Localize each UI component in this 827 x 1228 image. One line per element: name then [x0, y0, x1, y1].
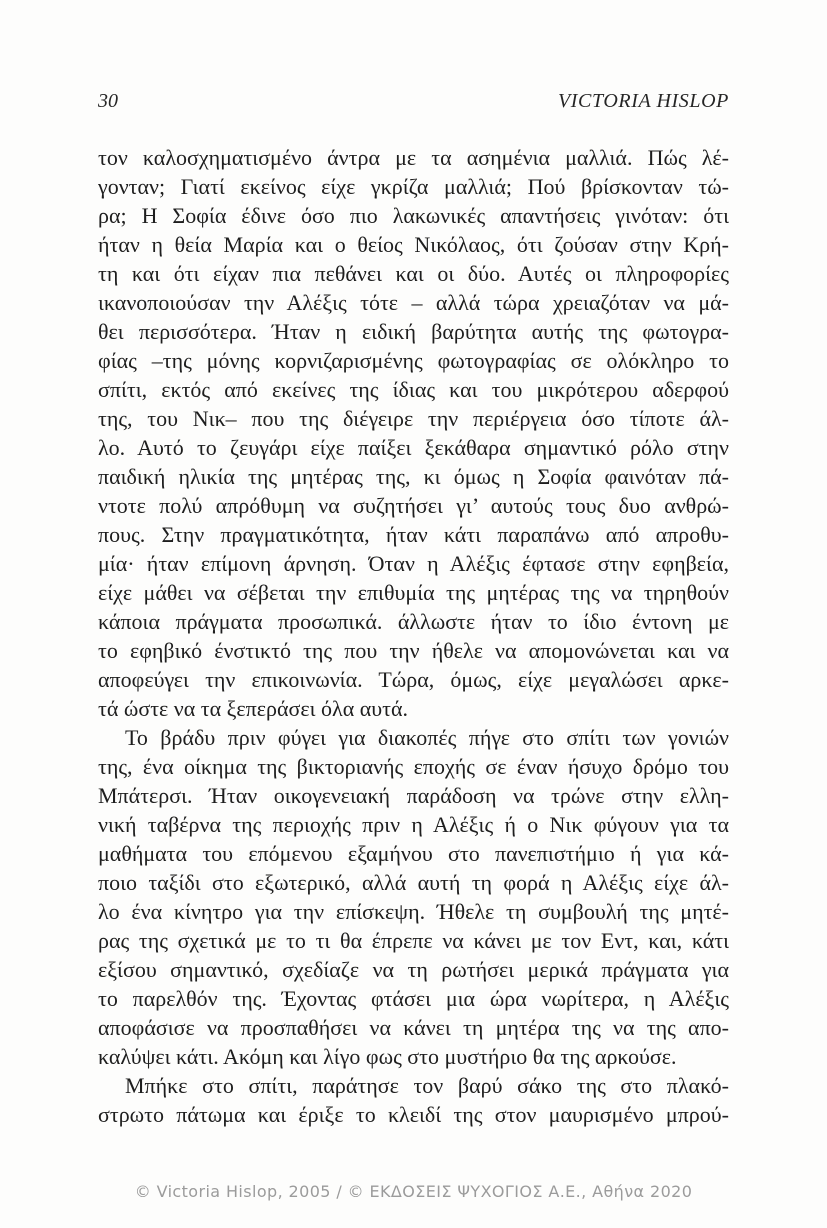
page-body: [98, 143, 729, 1129]
text-line: ντοτε πολύ απρόθυμη να συζητήσει γι’ αυτούς τους δυο ανθρώ-: [98, 493, 729, 518]
text-line: το παρελθόν της. Έχοντας φτάσει μια ώρα νωρίτερα, η Αλέξις: [98, 986, 729, 1011]
text-line: μία· ήταν επίμονη άρνηση. Όταν η Αλέξις έφτασε στην εφηβεία,: [98, 551, 729, 576]
text-line: καλύψει κάτι. Ακόμη και λίγο φως στο μυστήριο θα της αρκούσε.: [98, 1044, 677, 1069]
text-line: Μπήκε στο σπίτι, παράτησε τον βαρύ σάκο της στο πλακό-: [125, 1073, 729, 1098]
text-line: τά ώστε να τα ξεπεράσει όλα αυτά.: [98, 696, 409, 721]
text-line: τη και ότι είχαν πια πεθάνει και οι δύο. Αυτές οι πληροφορίες: [98, 261, 729, 286]
copyright-line: © Victoria Hislop, 2005 / © ΕΚΔΟΣΕΙΣ ΨΥΧΟΓΙΟΣ Α.Ε., Αθήνα 2020: [134, 1182, 693, 1201]
page-number: 30: [98, 90, 118, 112]
text-line: λο. Αυτό το ζευγάρι είχε παίξει ξεκάθαρα σημαντικό ρόλο στην: [98, 435, 729, 460]
text-line: Μπάτερσι. Ήταν οικογενειακή παράδοση να τρώνε στην ελλη-: [98, 783, 729, 808]
text-line: νική ταβέρνα της περιοχής πριν η Αλέξις ή ο Νικ φύγουν για τα: [98, 812, 729, 837]
text-line: Το βράδυ πριν φύγει για διακοπές πήγε στο σπίτι των γονιών: [125, 725, 729, 750]
text-line: γονταν; Γιατί εκείνος είχε γκρίζα μαλλιά; Πού βρίσκονταν τώ-: [98, 174, 729, 199]
running-head-author: VICTORIA HISLOP: [557, 90, 729, 112]
text-line: στρωτο πάτωμα και έριξε το κλειδί της στον μαυρισμένο μπρού-: [98, 1102, 729, 1127]
text-line: αποφάσισε να προσπαθήσει να κάνει τη μητέρα της να της απο-: [98, 1015, 729, 1040]
text-line: τον καλοσχηματισμένο άντρα με τα ασημένια μαλλιά. Πώς λέ-: [98, 145, 729, 170]
text-line: ικανοποιούσαν την Αλέξις τότε – αλλά τώρα χρειαζόταν να μά-: [98, 290, 729, 315]
text-line: εξίσου σημαντικό, σχεδίαζε να τη ρωτήσει μερικά πράγματα για: [98, 957, 729, 982]
text-line: φίας –της μόνης κορνιζαρισμένης φωτογραφίας σε ολόκληρο το: [98, 348, 729, 373]
text-line: πους. Στην πραγματικότητα, ήταν κάτι παραπάνω από απροθυ-: [98, 522, 729, 547]
page-header: [98, 90, 729, 113]
text-line: ρας της σχετικά με το τι θα έπρεπε να κάνει με τον Εντ, και, κάτι: [98, 928, 729, 953]
text-line: λο ένα κίνητρο για την επίσκεψη. Ήθελε τη συμβουλή της μητέ-: [98, 899, 729, 924]
text-line: αποφεύγει την επικοινωνία. Τώρα, όμως, είχε μεγαλώσει αρκε-: [98, 667, 729, 692]
text-line: σπίτι, εκτός από εκείνες της ίδιας και του μικρότερου αδερφού: [98, 377, 729, 402]
text-line: της, του Νικ– που της διέγειρε την περιέργεια όσο τίποτε άλ-: [98, 406, 729, 431]
page-footer: [0, 1182, 827, 1201]
text-line: το εφηβικό ένστικτό της που την ήθελε να απομονώνεται και να: [98, 638, 729, 663]
text-line: θει περισσότερα. Ήταν η ειδική βαρύτητα αυτής της φωτογρα-: [98, 319, 729, 344]
text-line: μαθήματα του επόμενου εξαμήνου στο πανεπιστήμιο ή για κά-: [98, 841, 729, 866]
text-line: είχε μάθει να σέβεται την επιθυμία της μητέρας της να τηρηθούν: [98, 580, 729, 605]
text-line: κάποια πράγματα προσωπικά. άλλωστε ήταν το ίδιο έντονη με: [98, 609, 729, 634]
text-line: ήταν η θεία Μαρία και ο θείος Νικόλαος, ότι ζούσαν στην Κρή-: [98, 232, 729, 257]
text-line: ποιο ταξίδι στο εξωτερικό, αλλά αυτή τη φορά η Αλέξις είχε άλ-: [98, 870, 729, 895]
text-line: παιδική ηλικία της μητέρας της, κι όμως η Σοφία φαινόταν πά-: [98, 464, 729, 489]
text-line: ρα; Η Σοφία έδινε όσο πιο λακωνικές απαντήσεις γινόταν: ότι: [98, 203, 729, 228]
text-line: της, ένα οίκημα της βικτοριανής εποχής σε έναν ήσυχο δρόμο του: [98, 754, 729, 779]
